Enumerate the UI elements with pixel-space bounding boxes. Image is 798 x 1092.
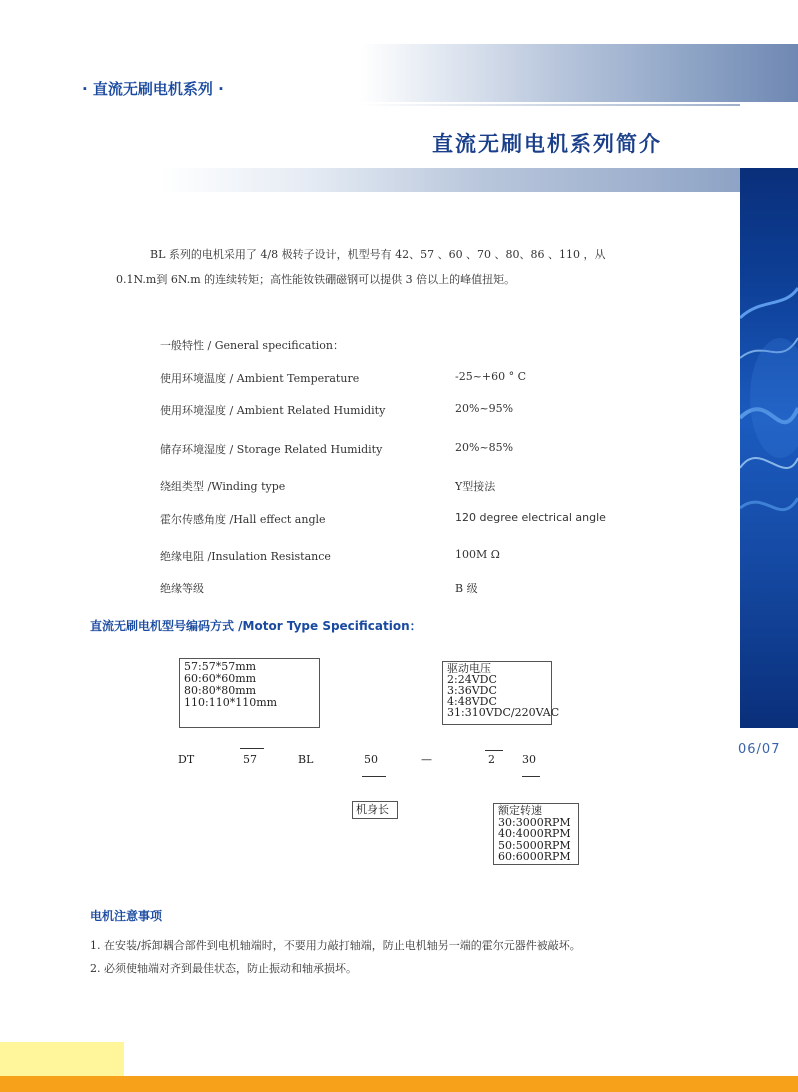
header-divider <box>360 104 740 106</box>
footer-orange-bar <box>0 1076 798 1092</box>
spec-label-winding-type: 绕组类型 /Winding type <box>160 480 286 493</box>
intro-line-2: 0.1N.m到 6N.m 的连续转矩；高性能钕铁硼磁钢可以提供 3 倍以上的峰值扭矩。 <box>116 273 516 286</box>
page-number: 06/07 <box>738 742 781 757</box>
code-length: 50 <box>364 753 378 766</box>
frame-code-connector <box>240 748 264 749</box>
notes-heading: 电机注意事项 <box>90 909 163 923</box>
spec-value-insulation-resistance: 100M Ω <box>455 548 500 561</box>
length-code-connector <box>362 776 386 777</box>
spec-value-storage-humidity: 20%~85% <box>455 441 514 454</box>
drive-voltage-box <box>442 661 560 725</box>
code-series: BL <box>298 753 314 766</box>
spec-label-insulation-class: 绝缘等级 <box>160 582 204 595</box>
voltage-box-title: 驱动电压 <box>447 662 491 675</box>
speed-box-title: 额定转速 <box>498 804 542 817</box>
spec-value-winding-type: Y型接法 <box>455 480 496 493</box>
spec-label-ambient-temperature: 使用环境温度 / Ambient Temperature <box>160 372 360 385</box>
code-frame: 57 <box>243 753 257 766</box>
speed-option: 60:6000RPM <box>498 850 571 863</box>
section-label: · 直流无刷电机系列 · <box>82 80 224 98</box>
type-spec-heading: 直流无刷电机型号编码方式 /Motor Type Specification： <box>90 619 422 633</box>
code-voltage: 2 <box>488 753 495 766</box>
page-title: 直流无刷电机系列简介 <box>432 131 662 156</box>
decorative-side-strip <box>740 168 798 728</box>
code-prefix: DT <box>178 753 195 766</box>
spec-heading: 一般特性 / General specification： <box>160 339 344 352</box>
code-separator: — <box>421 753 432 766</box>
frame-size-option: 60:60*60mm <box>184 672 257 685</box>
speed-option: 50:5000RPM <box>498 838 571 852</box>
frame-size-option: 57:57*57mm <box>184 660 257 673</box>
title-gradient-band <box>160 168 740 192</box>
spec-value-hall-angle: 120 degree electrical angle <box>455 511 606 524</box>
header-gradient-band <box>360 44 798 102</box>
spec-label-storage-humidity: 储存环境湿度 / Storage Related Humidity <box>160 443 383 456</box>
code-speed: 30 <box>522 753 536 766</box>
voltage-option: 2:24VDC <box>447 673 497 686</box>
spec-label-ambient-humidity: 使用环境湿度 / Ambient Related Humidity <box>160 404 386 417</box>
note-item: 2. 必须使轴端对齐到最佳状态，防止振动和轴承损坏。 <box>90 962 357 975</box>
frame-size-box <box>179 658 320 728</box>
voltage-option: 4:48VDC <box>447 695 497 708</box>
frame-size-option: 110:110*110mm <box>184 696 278 709</box>
speed-option: 30:3000RPM <box>498 815 571 829</box>
voltage-code-connector <box>485 750 503 751</box>
spec-value-insulation-class: B 级 <box>455 582 478 595</box>
spec-label-insulation-resistance: 绝缘电阻 /Insulation Resistance <box>160 550 331 563</box>
spec-value-ambient-temperature: -25~+60 ° C <box>455 370 527 383</box>
intro-line-1: BL 系列的电机采用了 4/8 极转子设计，机型号有 42、57 、60 、70 、80、86 、110 ，从 <box>150 248 606 261</box>
frame-size-option: 80:80*80mm <box>184 684 257 697</box>
body-length-box <box>352 801 398 819</box>
voltage-option: 31:310VDC/220VAC <box>447 706 560 719</box>
spec-value-ambient-humidity: 20%~95% <box>455 402 514 415</box>
voltage-option: 3:36VDC <box>447 684 497 697</box>
rated-speed-box <box>493 803 579 865</box>
length-box-title: 机身长 <box>356 803 389 816</box>
speed-code-connector <box>522 776 540 777</box>
footer-yellow-block <box>0 1042 124 1078</box>
speed-option: 40:4000RPM <box>498 827 571 840</box>
swirl-graphic <box>740 168 798 728</box>
note-item: 1. 在安装/拆卸耦合部件到电机轴端时，不要用力敲打轴端，防止电机轴另一端的霍尔元器件被敲坏。 <box>90 939 581 952</box>
spec-label-hall-angle: 霍尔传感角度 /Hall effect angle <box>160 513 326 526</box>
